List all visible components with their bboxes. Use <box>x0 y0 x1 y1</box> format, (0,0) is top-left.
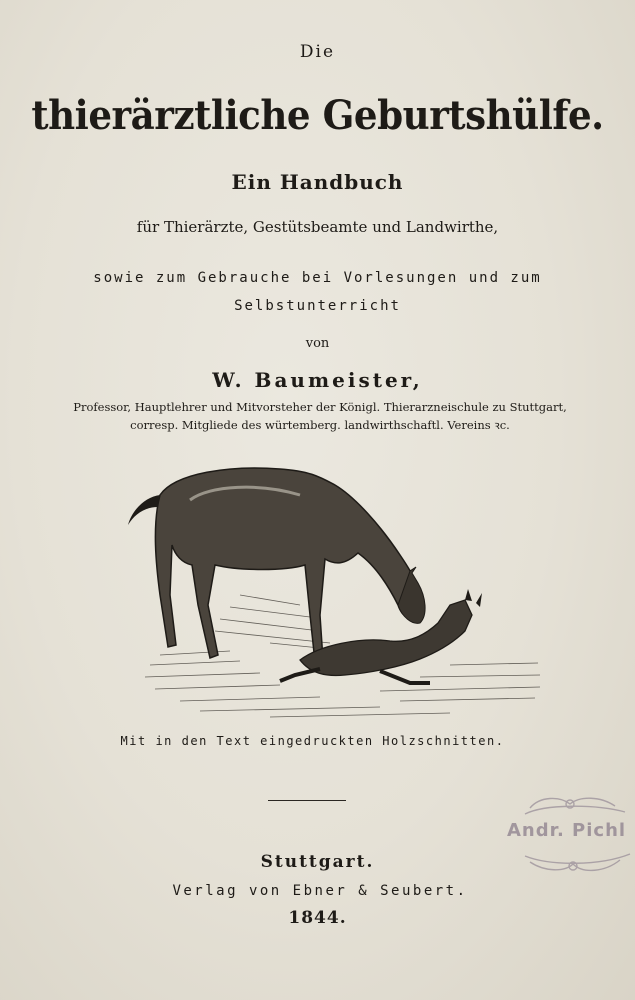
publication-place: Stuttgart. <box>260 852 375 872</box>
audience-line: für Thierärzte, Gestütsbeamte und Landwirthe, <box>136 218 499 236</box>
book-title: thierärztliche Geburtshülfe. <box>31 92 604 139</box>
author-role-line-1: Professor, Hauptlehrer und Mitvorsteher der Königl. Thierarzneischule zu Stuttgart, <box>73 400 567 414</box>
woodcut-illustration-mare-and-foal <box>120 455 550 725</box>
purpose-line-1: sowie zum Gebrauche bei Vorlesungen und zum <box>93 270 542 286</box>
book-subtitle: Ein Handbuch <box>231 170 404 194</box>
author-name: W. Baumeister, <box>212 368 423 392</box>
purpose-line-2: Selbstunterricht <box>234 298 401 314</box>
stamp-text: Andr. Pichl <box>507 820 627 841</box>
divider-rule <box>268 800 346 801</box>
title-article: Die <box>299 42 336 62</box>
by-word: von <box>305 336 330 351</box>
publisher-line: Verlag von Ebner & Seubert. <box>172 883 468 899</box>
library-stamp <box>505 790 635 885</box>
publication-year: 1844. <box>288 908 347 928</box>
illustration-caption: Mit in den Text eingedruckten Holzschnitten. <box>120 734 505 748</box>
author-role-line-2: corresp. Mitgliede des würtemberg. landwirthschaftl. Vereins ꝛc. <box>130 418 510 432</box>
